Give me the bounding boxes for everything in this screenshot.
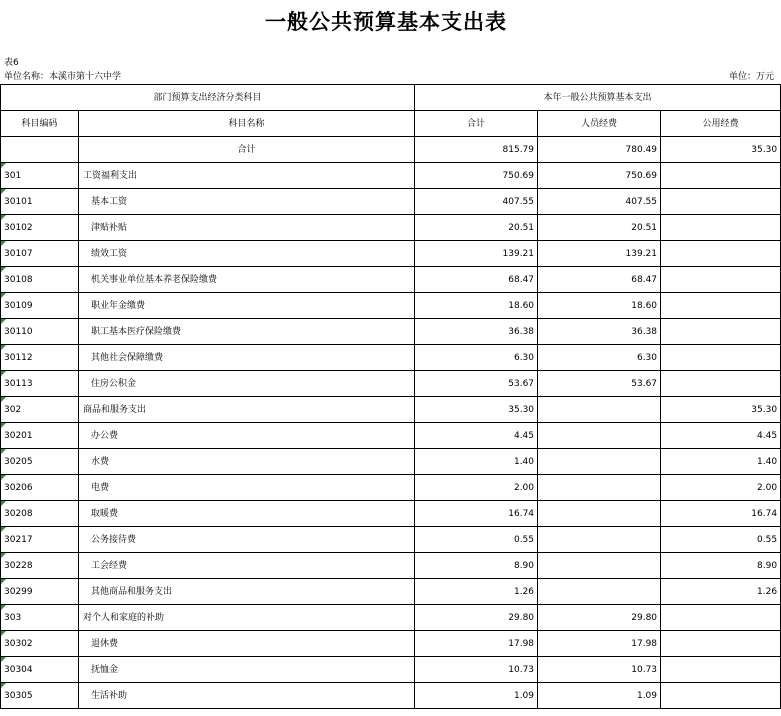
cell-error-indicator-icon — [1, 683, 6, 688]
subject-name-cell[interactable] — [79, 683, 415, 709]
cell-error-indicator-icon — [1, 397, 6, 402]
subject-name-cell-text: 对个人和家庭的补助 — [83, 612, 165, 623]
personnel-cell[interactable] — [538, 553, 661, 579]
personnel-cell[interactable] — [538, 267, 661, 293]
total-cell-text: 6.30 — [513, 352, 535, 363]
public-cell[interactable] — [661, 553, 781, 579]
table-number: 表6 — [4, 58, 19, 68]
subject-name-cell-text: 住房公积金 — [91, 378, 137, 389]
subject-name-cell-text: 取暖费 — [91, 508, 119, 519]
public-cell[interactable] — [661, 501, 781, 527]
table-row — [1, 683, 781, 709]
subject-name-cell[interactable] — [79, 371, 415, 397]
subject-code-cell[interactable] — [1, 293, 79, 319]
subject-code-cell-text: 303 — [4, 612, 22, 623]
cell-error-indicator-icon — [1, 475, 6, 480]
cell-error-indicator-icon — [1, 605, 6, 610]
public-cell[interactable] — [661, 267, 781, 293]
personnel-cell-text: 29.80 — [631, 612, 658, 623]
subject-code-cell-text: 30206 — [4, 482, 33, 493]
subject-code-cell[interactable] — [1, 631, 79, 657]
public-cell[interactable] — [661, 319, 781, 345]
total-cell-text: 20.51 — [508, 222, 535, 233]
total-cell-text: 35.30 — [508, 404, 535, 415]
public-cell[interactable] — [661, 345, 781, 371]
total-cell[interactable] — [415, 449, 538, 475]
total-cell-text: 1.09 — [513, 690, 535, 701]
subject-name-cell[interactable] — [79, 579, 415, 605]
subject-code-cell[interactable] — [1, 605, 79, 631]
public-cell-text: 1.40 — [757, 456, 778, 467]
subject-name-cell-text: 工资福利支出 — [83, 170, 138, 181]
subject-code-cell-text: 30304 — [4, 664, 33, 675]
subject-code-cell[interactable] — [1, 449, 79, 475]
header-row-columns — [1, 111, 781, 137]
table-row — [1, 605, 781, 631]
total-cell-text: 1.40 — [513, 456, 535, 467]
subject-code-cell-text: 30305 — [4, 690, 33, 701]
subject-code-cell-text: 302 — [4, 404, 22, 415]
subject-code-cell[interactable] — [1, 423, 79, 449]
table-row — [1, 241, 781, 267]
total-cell-text: 8.90 — [513, 560, 535, 571]
total-cell-text: 17.98 — [508, 638, 535, 649]
cell-error-indicator-icon — [1, 319, 6, 324]
subject-name-cell[interactable] — [79, 501, 415, 527]
total-cell-text: 36.38 — [508, 326, 535, 337]
total-personnel-cell[interactable]: 780.49 — [538, 137, 661, 163]
personnel-cell[interactable] — [538, 423, 661, 449]
public-cell[interactable] — [661, 631, 781, 657]
cell-error-indicator-icon — [1, 527, 6, 532]
personnel-cell-text: 10.73 — [631, 664, 658, 675]
table-row — [1, 189, 781, 215]
total-total-cell[interactable]: 815.79 — [415, 137, 538, 163]
subject-name-cell[interactable] — [79, 215, 415, 241]
cell-error-indicator-icon — [1, 449, 6, 454]
subject-name-cell-text: 其他商品和服务支出 — [91, 586, 173, 597]
subject-code-cell[interactable] — [1, 579, 79, 605]
public-cell-text: 4.45 — [757, 430, 778, 441]
public-cell[interactable] — [661, 397, 781, 423]
total-name-cell[interactable]: 合计 — [79, 137, 415, 163]
cell-error-indicator-icon — [1, 631, 6, 636]
table-row — [1, 423, 781, 449]
personnel-cell[interactable] — [538, 449, 661, 475]
subject-name-cell[interactable] — [79, 657, 415, 683]
subject-code-cell-text: 30108 — [4, 274, 33, 285]
subject-name-cell[interactable] — [79, 345, 415, 371]
total-public-cell[interactable]: 35.30 — [661, 137, 781, 163]
subject-name-cell-text: 其他社会保障缴费 — [91, 352, 164, 363]
public-cell-text: 35.30 — [751, 404, 778, 415]
public-cell[interactable] — [661, 683, 781, 709]
subject-code-cell[interactable] — [1, 553, 79, 579]
subject-name-cell[interactable] — [79, 527, 415, 553]
subject-name-cell[interactable] — [79, 267, 415, 293]
public-cell[interactable] — [661, 163, 781, 189]
personnel-cell[interactable] — [538, 293, 661, 319]
personnel-cell-text: 36.38 — [631, 326, 658, 337]
table-row — [1, 371, 781, 397]
cell-error-indicator-icon — [1, 215, 6, 220]
subject-name-cell-text: 工会经费 — [91, 560, 128, 571]
public-cell[interactable] — [661, 215, 781, 241]
total-cell[interactable] — [415, 345, 538, 371]
public-cell[interactable] — [661, 423, 781, 449]
subject-code-cell[interactable] — [1, 397, 79, 423]
total-cell[interactable] — [415, 397, 538, 423]
subject-code-cell-text: 30101 — [4, 196, 33, 207]
public-cell[interactable] — [661, 293, 781, 319]
subject-name-cell[interactable] — [79, 319, 415, 345]
table-row — [1, 319, 781, 345]
subject-code-cell[interactable] — [1, 475, 79, 501]
total-code-cell[interactable] — [1, 137, 79, 163]
table-row — [1, 553, 781, 579]
table-row — [1, 631, 781, 657]
subject-name-cell-text: 商品和服务支出 — [83, 404, 147, 415]
personnel-cell-text: 1.09 — [636, 690, 658, 701]
subject-name-cell[interactable] — [79, 189, 415, 215]
total-cell[interactable] — [415, 501, 538, 527]
personnel-cell[interactable] — [538, 215, 661, 241]
table-row — [1, 215, 781, 241]
total-cell[interactable] — [415, 293, 538, 319]
total-cell-text: 16.74 — [508, 508, 535, 519]
public-cell[interactable] — [661, 605, 781, 631]
personnel-cell[interactable] — [538, 345, 661, 371]
page-title: 一般公共预算基本支出表 — [265, 9, 507, 34]
personnel-cell[interactable] — [538, 605, 661, 631]
total-cell[interactable] — [415, 319, 538, 345]
table-row — [1, 449, 781, 475]
total-cell[interactable] — [415, 371, 538, 397]
total-cell-text: 407.55 — [502, 196, 535, 207]
subject-code-cell-text: 30201 — [4, 430, 33, 441]
personnel-cell-text: 20.51 — [631, 222, 658, 233]
subject-name-cell-text: 津贴补贴 — [91, 222, 128, 233]
total-cell-text: 0.55 — [513, 534, 535, 545]
subject-code-cell-text: 30110 — [4, 326, 33, 337]
table-row — [1, 475, 781, 501]
public-cell[interactable] — [661, 189, 781, 215]
total-cell-text: 29.80 — [508, 612, 535, 623]
personnel-cell-text: 407.55 — [625, 196, 658, 207]
total-cell[interactable] — [415, 683, 538, 709]
personnel-cell[interactable] — [538, 163, 661, 189]
subject-code-cell-text: 30107 — [4, 248, 33, 259]
total-cell[interactable] — [415, 553, 538, 579]
subject-name-cell-text: 机关事业单位基本养老保险缴费 — [91, 274, 218, 285]
personnel-cell[interactable] — [538, 631, 661, 657]
personnel-cell-text: 68.47 — [631, 274, 658, 285]
total-cell[interactable] — [415, 423, 538, 449]
subject-name-cell[interactable] — [79, 397, 415, 423]
public-cell[interactable] — [661, 527, 781, 553]
table-row — [1, 527, 781, 553]
subject-name-cell-text: 生活补助 — [91, 690, 128, 701]
total-cell[interactable] — [415, 631, 538, 657]
subject-code-cell[interactable] — [1, 267, 79, 293]
subject-code-cell[interactable] — [1, 501, 79, 527]
header-total[interactable]: 合计 — [415, 111, 538, 137]
subject-name-cell-text: 办公费 — [91, 430, 119, 441]
subject-code-cell-text: 30205 — [4, 456, 33, 467]
subject-name-cell-text: 公务接待费 — [91, 534, 137, 545]
personnel-cell-text: 18.60 — [631, 300, 658, 311]
total-cell-text: 53.67 — [508, 378, 535, 389]
subject-code-cell[interactable] — [1, 683, 79, 709]
subject-code-cell-text: 30217 — [4, 534, 33, 545]
total-cell[interactable] — [415, 163, 538, 189]
total-cell[interactable] — [415, 475, 538, 501]
subject-name-cell-text: 退休费 — [91, 638, 119, 649]
cell-error-indicator-icon — [1, 501, 6, 506]
cell-error-indicator-icon — [1, 293, 6, 298]
subject-name-cell[interactable] — [79, 293, 415, 319]
subject-code-cell[interactable] — [1, 215, 79, 241]
table-row — [1, 345, 781, 371]
header-row-group — [1, 85, 781, 111]
table-row — [1, 293, 781, 319]
header-personnel[interactable]: 人员经费 — [538, 111, 661, 137]
header-subject-code[interactable]: 科目编码 — [1, 111, 79, 137]
total-cell[interactable] — [415, 579, 538, 605]
header-group-expenditure[interactable]: 本年一般公共预算基本支出 — [415, 85, 781, 111]
personnel-cell[interactable] — [538, 189, 661, 215]
public-cell[interactable] — [661, 475, 781, 501]
public-cell[interactable] — [661, 449, 781, 475]
subject-name-cell[interactable] — [79, 605, 415, 631]
public-cell[interactable] — [661, 241, 781, 267]
cell-error-indicator-icon — [1, 579, 6, 584]
total-cell-text: 4.45 — [513, 430, 535, 441]
total-cell[interactable] — [415, 605, 538, 631]
cell-error-indicator-icon — [1, 189, 6, 194]
total-cell-text: 2.00 — [513, 482, 535, 493]
personnel-cell-text: 6.30 — [636, 352, 658, 363]
subject-name-cell[interactable] — [79, 553, 415, 579]
public-cell[interactable] — [661, 371, 781, 397]
subject-name-cell-text: 水费 — [91, 456, 110, 467]
total-cell-text: 1.26 — [513, 586, 535, 597]
personnel-cell[interactable] — [538, 579, 661, 605]
personnel-cell-text: 139.21 — [625, 248, 658, 259]
total-cell-text: 68.47 — [508, 274, 535, 285]
personnel-cell-text: 17.98 — [631, 638, 658, 649]
cell-error-indicator-icon — [1, 345, 6, 350]
subject-code-cell-text: 30302 — [4, 638, 33, 649]
cell-error-indicator-icon — [1, 267, 6, 272]
cell-error-indicator-icon — [1, 163, 6, 168]
personnel-cell-text: 53.67 — [631, 378, 658, 389]
total-cell[interactable] — [415, 241, 538, 267]
budget-table — [0, 84, 781, 709]
cell-error-indicator-icon — [1, 657, 6, 662]
currency-unit: 单位：万元 — [729, 72, 775, 82]
table-row — [1, 267, 781, 293]
subject-name-cell-text: 电费 — [91, 482, 110, 493]
subject-name-cell[interactable] — [79, 241, 415, 267]
total-cell-text: 139.21 — [502, 248, 535, 259]
subject-code-cell-text: 30112 — [4, 352, 33, 363]
subject-code-cell[interactable] — [1, 527, 79, 553]
subject-code-cell-text: 301 — [4, 170, 22, 181]
personnel-cell[interactable] — [538, 319, 661, 345]
total-cell-text: 750.69 — [502, 170, 535, 181]
subject-code-cell-text: 30102 — [4, 222, 33, 233]
public-cell[interactable] — [661, 579, 781, 605]
subject-name-cell[interactable] — [79, 423, 415, 449]
subject-code-cell-text: 30299 — [4, 586, 33, 597]
personnel-cell[interactable] — [538, 683, 661, 709]
header-subject-name[interactable]: 科目名称 — [79, 111, 415, 137]
personnel-cell[interactable] — [538, 657, 661, 683]
subject-code-cell[interactable] — [1, 657, 79, 683]
personnel-cell-text: 750.69 — [625, 170, 658, 181]
subject-name-cell-text: 职业年金缴费 — [91, 300, 146, 311]
subject-name-cell[interactable] — [79, 163, 415, 189]
personnel-cell[interactable] — [538, 241, 661, 267]
public-cell-text: 8.90 — [757, 560, 778, 571]
subject-code-cell[interactable] — [1, 319, 79, 345]
subject-code-cell[interactable] — [1, 163, 79, 189]
subject-name-cell[interactable] — [79, 449, 415, 475]
subject-name-cell-text: 抚恤金 — [91, 664, 119, 675]
public-cell-text: 1.26 — [757, 586, 778, 597]
table-row — [1, 501, 781, 527]
table-row — [1, 579, 781, 605]
total-cell-text: 10.73 — [508, 664, 535, 675]
cell-error-indicator-icon — [1, 371, 6, 376]
subject-name-cell[interactable] — [79, 475, 415, 501]
subject-name-cell[interactable] — [79, 631, 415, 657]
cell-error-indicator-icon — [1, 423, 6, 428]
table-row — [1, 657, 781, 683]
subject-code-cell[interactable] — [1, 345, 79, 371]
subject-code-cell-text: 30228 — [4, 560, 33, 571]
table-row — [1, 397, 781, 423]
cell-error-indicator-icon — [1, 241, 6, 246]
total-cell[interactable] — [415, 267, 538, 293]
personnel-cell[interactable] — [538, 501, 661, 527]
subject-name-cell-text: 职工基本医疗保险缴费 — [91, 326, 182, 337]
personnel-cell[interactable] — [538, 397, 661, 423]
header-group-classification[interactable]: 部门预算支出经济分类科目 — [1, 85, 415, 111]
personnel-cell[interactable] — [538, 475, 661, 501]
subject-code-cell[interactable] — [1, 189, 79, 215]
subject-code-cell-text: 30113 — [4, 378, 33, 389]
total-cell[interactable] — [415, 527, 538, 553]
subject-code-cell[interactable] — [1, 371, 79, 397]
total-cell-text: 18.60 — [508, 300, 535, 311]
table-row — [1, 163, 781, 189]
personnel-cell[interactable] — [538, 371, 661, 397]
subject-code-cell-text: 30109 — [4, 300, 33, 311]
subject-code-cell[interactable] — [1, 241, 79, 267]
public-cell-text: 16.74 — [751, 508, 778, 519]
unit-name: 单位名称：本溪市第十六中学 — [4, 72, 122, 82]
subject-code-cell-text: 30208 — [4, 508, 33, 519]
total-cell[interactable] — [415, 189, 538, 215]
personnel-cell[interactable] — [538, 527, 661, 553]
cell-error-indicator-icon — [1, 553, 6, 558]
public-cell[interactable] — [661, 657, 781, 683]
public-cell-text: 0.55 — [757, 534, 778, 545]
public-cell-text: 2.00 — [757, 482, 778, 493]
total-cell[interactable] — [415, 657, 538, 683]
total-row — [1, 137, 781, 163]
subject-name-cell-text: 绩效工资 — [91, 248, 128, 259]
header-public[interactable]: 公用经费 — [661, 111, 781, 137]
total-cell[interactable] — [415, 215, 538, 241]
subject-name-cell-text: 基本工资 — [91, 196, 128, 207]
